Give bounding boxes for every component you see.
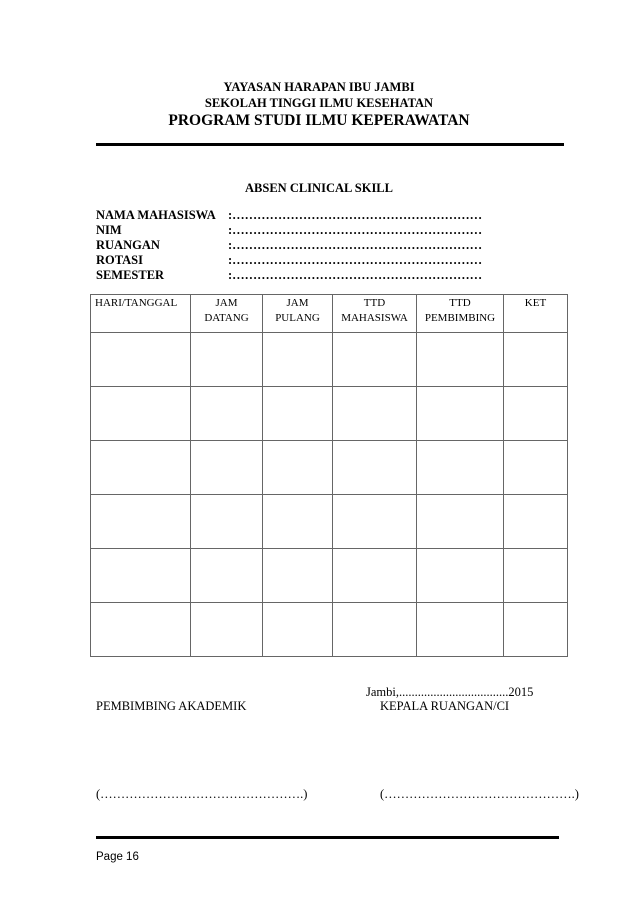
table-cell[interactable] bbox=[263, 333, 333, 387]
header-program: PROGRAM STUDI ILMU KEPERAWATAN bbox=[168, 112, 470, 129]
table-row bbox=[91, 495, 568, 549]
info-blank: :…………………………………………………… bbox=[228, 238, 483, 252]
table-cell[interactable] bbox=[91, 549, 191, 603]
table-row bbox=[91, 441, 568, 495]
table-cell[interactable] bbox=[504, 495, 568, 549]
table-cell[interactable] bbox=[504, 603, 568, 657]
table-cell[interactable] bbox=[191, 603, 263, 657]
table-cell[interactable] bbox=[91, 333, 191, 387]
place-date-line: Jambi,...................................2015 bbox=[366, 685, 534, 699]
page-number: Page 16 bbox=[96, 851, 139, 863]
ward-head-signature-blank: (……………………………………….) bbox=[380, 787, 579, 801]
info-blank: :…………………………………………………… bbox=[228, 223, 483, 237]
info-blank: :…………………………………………………… bbox=[228, 268, 483, 282]
table-cell[interactable] bbox=[263, 441, 333, 495]
table-cell[interactable] bbox=[417, 333, 504, 387]
header-foundation: YAYASAN HARAPAN IBU JAMBI bbox=[223, 80, 415, 94]
table-cell[interactable] bbox=[91, 495, 191, 549]
info-blank: :…………………………………………………… bbox=[228, 253, 483, 267]
info-row-rotasi bbox=[96, 253, 482, 268]
table-cell[interactable] bbox=[263, 495, 333, 549]
header-school: SEKOLAH TINGGI ILMU KESEHATAN bbox=[204, 96, 434, 110]
info-label: NIM bbox=[96, 223, 122, 237]
academic-supervisor-title: PEMBIMBING AKADEMIK bbox=[96, 699, 247, 713]
table-cell[interactable] bbox=[191, 441, 263, 495]
table-row bbox=[91, 333, 568, 387]
table-cell[interactable] bbox=[91, 603, 191, 657]
info-row-ruangan bbox=[96, 238, 482, 253]
column-header-supervisor-signature: TTD PEMBIMBING bbox=[417, 295, 504, 333]
footer-divider bbox=[96, 836, 559, 839]
table-cell[interactable] bbox=[504, 441, 568, 495]
column-header-student-signature: TTD MAHASISWA bbox=[333, 295, 417, 333]
table-cell[interactable] bbox=[263, 387, 333, 441]
info-row-name bbox=[96, 208, 482, 223]
table-cell[interactable] bbox=[333, 549, 417, 603]
table-cell[interactable] bbox=[417, 549, 504, 603]
table-cell[interactable] bbox=[333, 603, 417, 657]
table-cell[interactable] bbox=[333, 333, 417, 387]
table-cell[interactable] bbox=[504, 333, 568, 387]
table-cell[interactable] bbox=[504, 549, 568, 603]
header-divider bbox=[96, 143, 564, 146]
table-row bbox=[91, 549, 568, 603]
info-blank: :…………………………………………………… bbox=[228, 208, 483, 222]
attendance-table bbox=[90, 294, 568, 657]
table-row bbox=[91, 387, 568, 441]
table-cell[interactable] bbox=[91, 387, 191, 441]
table-cell[interactable] bbox=[417, 441, 504, 495]
column-header-arrival: JAM DATANG bbox=[191, 295, 263, 333]
table-cell[interactable] bbox=[417, 603, 504, 657]
info-label: ROTASI bbox=[96, 253, 144, 267]
table-cell[interactable] bbox=[417, 387, 504, 441]
table-cell[interactable] bbox=[263, 549, 333, 603]
table-cell[interactable] bbox=[191, 495, 263, 549]
ward-head-title: KEPALA RUANGAN/CI bbox=[380, 699, 510, 713]
info-row-nim bbox=[96, 223, 482, 238]
student-info bbox=[96, 208, 482, 283]
table-cell[interactable] bbox=[333, 495, 417, 549]
column-header-date: HARI/TANGGAL bbox=[91, 295, 191, 333]
table-cell[interactable] bbox=[417, 495, 504, 549]
column-header-departure: JAM PULANG bbox=[263, 295, 333, 333]
table-cell[interactable] bbox=[191, 333, 263, 387]
column-header-notes: KET bbox=[504, 295, 568, 333]
table-header-row bbox=[91, 295, 568, 333]
table-cell[interactable] bbox=[263, 603, 333, 657]
info-label: NAMA MAHASISWA bbox=[96, 208, 216, 222]
table-cell[interactable] bbox=[191, 549, 263, 603]
table-cell[interactable] bbox=[91, 441, 191, 495]
form-title: ABSEN CLINICAL SKILL bbox=[245, 181, 393, 195]
academic-supervisor-signature-blank: (………………………………………….) bbox=[96, 787, 308, 801]
info-row-semester bbox=[96, 268, 482, 283]
table-row bbox=[91, 603, 568, 657]
info-label: RUANGAN bbox=[96, 238, 160, 252]
table-cell[interactable] bbox=[333, 387, 417, 441]
info-label: SEMESTER bbox=[96, 268, 165, 282]
table-cell[interactable] bbox=[504, 387, 568, 441]
table-cell[interactable] bbox=[191, 387, 263, 441]
table-cell[interactable] bbox=[333, 441, 417, 495]
